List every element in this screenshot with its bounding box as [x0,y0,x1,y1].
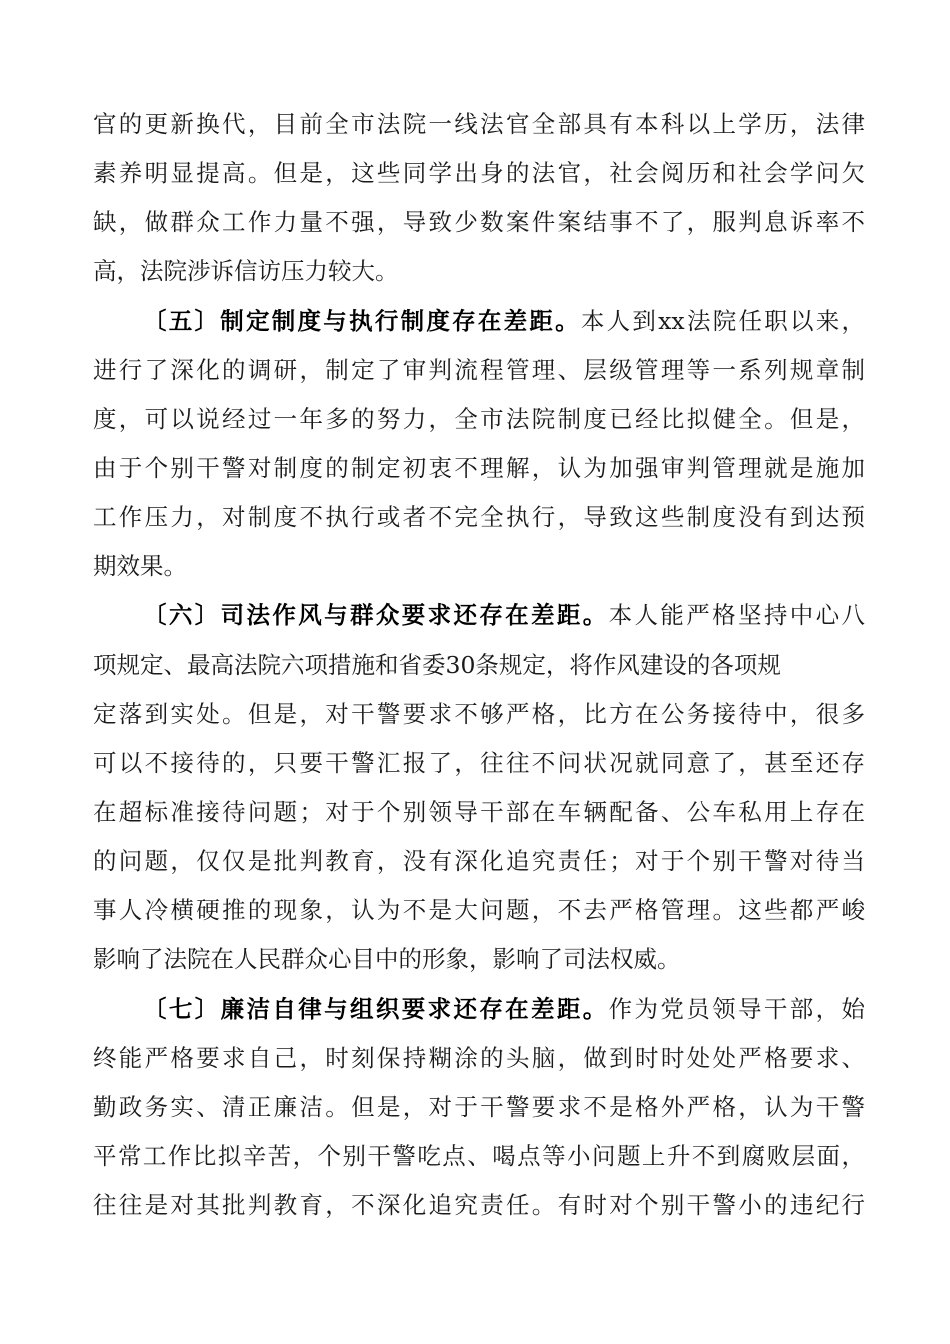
text-line: 定落到实处。但是，对干警要求不够严格，比方在公务接待中，很多 [93,699,865,728]
paragraph-first-line [93,591,865,640]
text-line: 在超标准接待问题；对于个别领导干部在车辆配备、公车私用上存在 [93,797,865,826]
text-line: 的问题，仅仅是批判教育，没有深化追究责任；对于个别干警对待当 [93,847,865,876]
text-run: 本人到xx法院任职以来， [580,306,865,335]
text-line: 平常工作比拟辛苦，个别干警吃点、喝点等小问题上升不到腐败层面， [93,1141,865,1170]
text-line: 进行了深化的调研，制定了审判流程管理、层级管理等一系列规章制 [93,355,865,384]
text-line: 终能严格要求自己，时刻保持糊涂的头脑，做到时时处处严格要求、 [93,1043,865,1072]
section-heading-six: 〔六〕司法作风与群众要求还存在差距。 [143,601,609,630]
text-line: 勤政务实、清正廉洁。但是，对于干警要求不是格外严格，认为干警 [93,1092,865,1121]
text-line: 官的更新换代，目前全市法院一线法官全部具有本科以上学历，法律 [93,110,865,138]
text-line: 影响了法院在人民群众心目中的形象，影响了司法权威。 [93,945,681,974]
text-line: 高，法院涉诉信访压力较大。 [93,257,399,286]
text-line: 缺，做群众工作力量不强，导致少数案件案结事不了，服判息诉率不 [93,208,865,237]
text-line: 期效果。 [93,552,187,581]
text-run: 本人能严格坚持中心八 [608,601,866,630]
text-line: 往往是对其批判教育，不深化追究责任。有时对个别干警小的违纪行 [93,1191,865,1220]
text-line: 可以不接待的，只要干警汇报了，往往不问状况就同意了，甚至还存 [93,748,865,777]
paragraph-first-line [93,985,865,1034]
paragraph-first-line [93,297,865,346]
text-line: 项规定、最高法院六项措施和省委30条规定，将作风建设的各项规 [93,650,781,679]
section-heading-five: 〔五〕制定制度与执行制度存在差距。 [143,306,581,335]
text-line: 度，可以说经过一年多的努力，全市法院制度已经比拟健全。但是， [93,404,865,433]
document-body [93,100,865,1230]
text-line: 由于个别干警对制度的制定初衷不理解，认为加强审判管理就是施加 [93,453,865,482]
text-line: 工作压力，对制度不执行或者不完全执行，导致这些制度没有到达预 [93,503,865,532]
text-run: 作为党员领导干部，始 [608,994,866,1023]
text-line: 事人冷横硬推的现象，认为不是大问题，不去严格管理。这些都严峻 [93,896,865,925]
section-heading-seven: 〔七〕廉洁自律与组织要求还存在差距。 [143,994,609,1023]
text-line: 素养明显提高。但是，这些同学出身的法官，社会阅历和社会学问欠 [93,159,865,188]
